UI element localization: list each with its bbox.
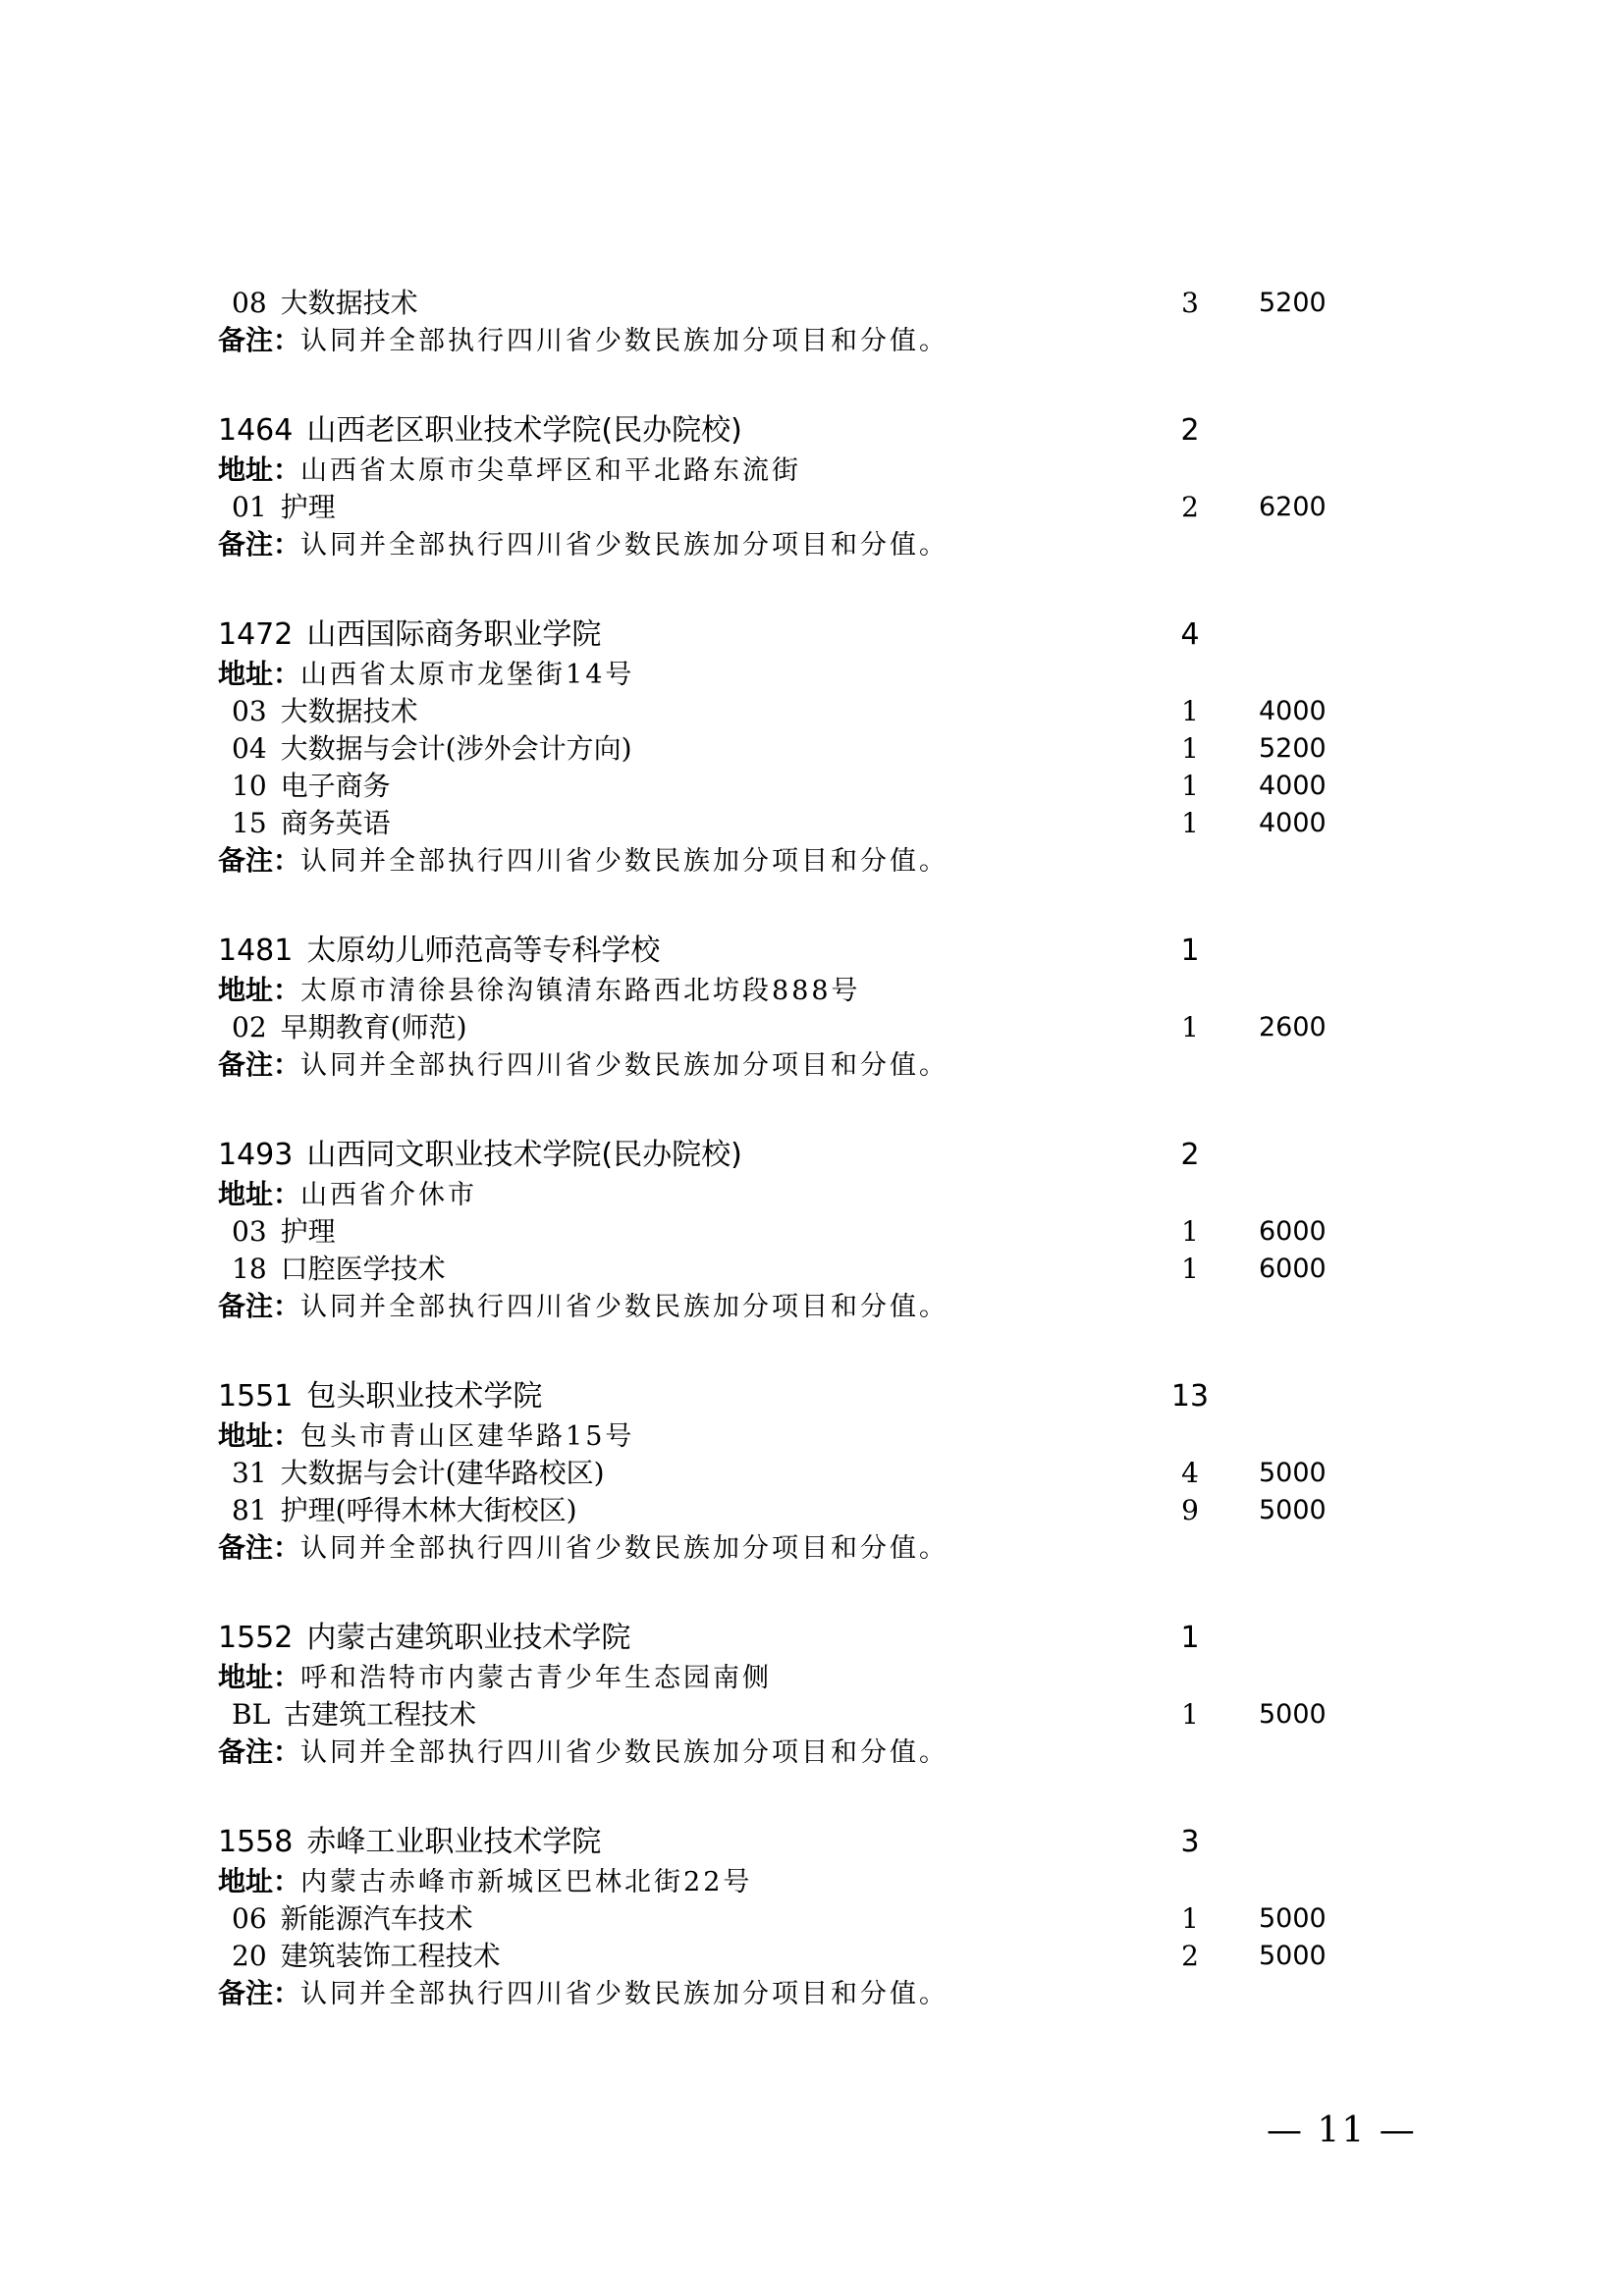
major-tuition: 5200 xyxy=(1259,288,1326,318)
address-text: 山西省太原市龙堡街14号 xyxy=(300,660,635,690)
address-row xyxy=(218,452,1318,489)
note-text: 认同并全部执行四川省少数民族加分项目和分值。 xyxy=(300,1292,949,1322)
address-text: 山西省介休市 xyxy=(300,1180,478,1210)
major-tuition: 5000 xyxy=(1259,1495,1326,1525)
major-name-cell xyxy=(232,1009,467,1046)
school-header xyxy=(218,1135,1318,1176)
major-code: 15 xyxy=(232,807,267,839)
major-plan-count: 1 xyxy=(1181,1215,1199,1248)
major-row xyxy=(218,730,1326,768)
school-title xyxy=(218,1135,742,1176)
major-row xyxy=(218,1938,1326,1975)
school-title xyxy=(218,931,660,972)
major-code: 10 xyxy=(232,770,267,802)
school-title xyxy=(218,1822,601,1863)
school-plan-total: 2 xyxy=(1180,1138,1200,1172)
major-tuition: 2600 xyxy=(1259,1012,1326,1042)
school-code: 1472 xyxy=(218,617,294,652)
major-plan-count: 1 xyxy=(1181,1253,1199,1285)
major-name: 大数据技术 xyxy=(280,695,418,727)
school-code: 1558 xyxy=(218,1825,294,1859)
note xyxy=(218,842,948,884)
major-name-cell xyxy=(232,1251,446,1288)
school-title xyxy=(218,410,742,452)
address-label: 地址： xyxy=(218,1419,301,1452)
school-name: 包头职业技术学院 xyxy=(306,1379,543,1414)
major-plan-count: 1 xyxy=(1181,1902,1199,1935)
note-row xyxy=(218,322,1318,359)
note-label: 备注： xyxy=(218,1977,301,2009)
note-label: 备注： xyxy=(218,1531,301,1564)
block-spacer xyxy=(218,359,1318,410)
major-tuition: 5000 xyxy=(1259,1903,1326,1934)
note xyxy=(218,1288,948,1330)
block-spacer xyxy=(218,880,1318,931)
major-name-cell xyxy=(232,805,391,842)
major-code: 18 xyxy=(232,1253,267,1285)
address-text: 内蒙古赤峰市新城区巴林北街22号 xyxy=(300,1867,753,1897)
note xyxy=(218,1046,948,1089)
major-name: 新能源汽车技术 xyxy=(280,1902,473,1935)
major-name: 大数据与会计(建华路校区) xyxy=(280,1457,605,1489)
block-spacer xyxy=(218,1567,1318,1618)
school-name: 赤峰工业职业技术学院 xyxy=(306,1825,602,1859)
address-text: 山西省太原市尖草坪区和平北路东流街 xyxy=(300,455,802,486)
major-row xyxy=(218,1455,1326,1492)
school-header xyxy=(218,614,1318,656)
note xyxy=(218,322,948,364)
address-label: 地址： xyxy=(218,1661,301,1693)
major-name: 电子商务 xyxy=(280,770,391,802)
major-plan-count: 4 xyxy=(1181,1457,1199,1489)
major-tuition: 6000 xyxy=(1259,1254,1326,1284)
address-row xyxy=(218,1417,1318,1455)
school-code: 1481 xyxy=(218,934,294,968)
address xyxy=(218,1659,772,1701)
note-row xyxy=(218,1046,1318,1084)
major-name-cell xyxy=(232,1900,473,1938)
major-row xyxy=(218,768,1326,805)
major-code: 08 xyxy=(232,287,267,319)
major-tuition: 5200 xyxy=(1259,733,1326,764)
note-text: 认同并全部执行四川省少数民族加分项目和分值。 xyxy=(300,530,949,561)
major-tuition: 4000 xyxy=(1259,771,1326,801)
major-row xyxy=(218,1213,1326,1251)
school-block xyxy=(218,931,1326,1084)
major-name-cell xyxy=(232,1455,605,1492)
major-plan-count: 1 xyxy=(1181,695,1199,727)
major-code: 81 xyxy=(232,1494,267,1526)
address-text: 包头市青山区建华路15号 xyxy=(300,1421,635,1452)
school-block xyxy=(218,1618,1326,1771)
school-block xyxy=(218,614,1326,880)
school-plan-total: 1 xyxy=(1180,934,1200,968)
major-name: 大数据与会计(涉外会计方向) xyxy=(280,732,632,765)
school-block xyxy=(218,1376,1326,1567)
school-list xyxy=(218,285,1326,2012)
major-plan-count: 2 xyxy=(1181,491,1199,523)
address xyxy=(218,452,801,494)
major-code: BL xyxy=(232,1698,271,1731)
continuation-block xyxy=(218,285,1326,359)
school-code: 1464 xyxy=(218,413,294,448)
note xyxy=(218,1734,948,1776)
address xyxy=(218,1417,634,1460)
note-text: 认同并全部执行四川省少数民族加分项目和分值。 xyxy=(300,1737,949,1768)
major-row xyxy=(218,489,1326,526)
address-text: 太原市清徐县徐沟镇清东路西北坊段888号 xyxy=(300,976,861,1006)
note-row xyxy=(218,1734,1318,1771)
major-name-cell xyxy=(232,285,418,322)
major-tuition: 5000 xyxy=(1259,1458,1326,1488)
major-row xyxy=(218,1009,1326,1046)
major-plan-count: 1 xyxy=(1181,807,1199,839)
block-spacer xyxy=(218,1771,1318,1822)
note xyxy=(218,526,948,568)
address-row xyxy=(218,1659,1318,1696)
major-plan-count: 1 xyxy=(1181,732,1199,765)
school-header xyxy=(218,1618,1318,1659)
school-name: 山西同文职业技术学院(民办院校) xyxy=(306,1138,742,1172)
address-row xyxy=(218,972,1318,1009)
major-tuition: 6200 xyxy=(1259,492,1326,522)
school-block xyxy=(218,1135,1326,1325)
school-code: 1551 xyxy=(218,1379,294,1414)
major-row xyxy=(218,285,1326,322)
school-header xyxy=(218,1822,1318,1863)
major-tuition: 6000 xyxy=(1259,1216,1326,1247)
major-plan-count: 2 xyxy=(1181,1940,1199,1972)
school-header xyxy=(218,410,1318,452)
address xyxy=(218,972,861,1014)
note-text: 认同并全部执行四川省少数民族加分项目和分值。 xyxy=(300,1050,949,1081)
major-name-cell xyxy=(232,693,418,730)
major-name-cell xyxy=(232,1213,336,1251)
major-name: 古建筑工程技术 xyxy=(284,1698,477,1731)
major-plan-count: 1 xyxy=(1181,1011,1199,1043)
major-code: 01 xyxy=(232,491,267,523)
address-row xyxy=(218,1863,1318,1900)
major-name-cell xyxy=(232,1938,501,1975)
note-text: 认同并全部执行四川省少数民族加分项目和分值。 xyxy=(300,846,949,877)
note-label: 备注： xyxy=(218,528,301,561)
address-text: 呼和浩特市内蒙古青少年生态园南侧 xyxy=(300,1663,773,1693)
school-header xyxy=(218,1376,1318,1417)
school-plan-total: 3 xyxy=(1180,1825,1200,1859)
major-tuition: 4000 xyxy=(1259,696,1326,726)
note-row xyxy=(218,1288,1318,1325)
major-name: 早期教育(师范) xyxy=(280,1011,467,1043)
major-row xyxy=(218,805,1326,842)
address xyxy=(218,656,634,698)
note-label: 备注： xyxy=(218,844,301,877)
major-plan-count: 3 xyxy=(1181,287,1199,319)
note-text: 认同并全部执行四川省少数民族加分项目和分值。 xyxy=(300,326,949,356)
major-code: 31 xyxy=(232,1457,267,1489)
address-label: 地址： xyxy=(218,454,301,486)
school-name: 太原幼儿师范高等专科学校 xyxy=(306,934,661,968)
major-row xyxy=(218,1900,1326,1938)
note xyxy=(218,1975,948,2017)
major-name: 大数据技术 xyxy=(280,287,418,319)
major-tuition: 5000 xyxy=(1259,1699,1326,1730)
major-name: 护理 xyxy=(280,1215,336,1248)
block-spacer xyxy=(218,563,1318,614)
school-plan-total: 4 xyxy=(1180,617,1200,652)
note-text: 认同并全部执行四川省少数民族加分项目和分值。 xyxy=(300,1533,949,1564)
note-label: 备注： xyxy=(218,1735,301,1768)
note-row xyxy=(218,842,1318,880)
major-name-cell xyxy=(232,768,391,805)
note-label: 备注： xyxy=(218,1290,301,1322)
address-label: 地址： xyxy=(218,1865,301,1897)
major-code: 03 xyxy=(232,695,267,727)
school-name: 内蒙古建筑职业技术学院 xyxy=(306,1621,631,1655)
major-name-cell xyxy=(232,730,632,768)
school-plan-total: 1 xyxy=(1180,1621,1200,1655)
address-row xyxy=(218,656,1318,693)
school-plan-total: 2 xyxy=(1180,413,1200,448)
school-name: 山西老区职业技术学院(民办院校) xyxy=(306,413,742,448)
major-plan-count: 1 xyxy=(1181,1698,1199,1731)
major-name: 建筑装饰工程技术 xyxy=(280,1940,501,1972)
note-row xyxy=(218,526,1318,563)
major-row xyxy=(218,1251,1326,1288)
major-code: 03 xyxy=(232,1215,267,1248)
major-tuition: 4000 xyxy=(1259,808,1326,838)
address-row xyxy=(218,1176,1318,1213)
page-number: — 11 — xyxy=(1267,2110,1417,2151)
major-row xyxy=(218,693,1326,730)
major-name-cell xyxy=(232,1696,476,1734)
note-row xyxy=(218,1529,1318,1567)
school-header xyxy=(218,931,1318,972)
school-block xyxy=(218,410,1326,563)
major-code: 02 xyxy=(232,1011,267,1043)
block-spacer xyxy=(218,1325,1318,1376)
school-title xyxy=(218,1618,630,1659)
address xyxy=(218,1176,477,1218)
note-label: 备注： xyxy=(218,1048,301,1081)
address-label: 地址： xyxy=(218,658,301,690)
major-row xyxy=(218,1696,1326,1734)
major-plan-count: 9 xyxy=(1181,1494,1199,1526)
school-block xyxy=(218,1822,1326,2012)
note xyxy=(218,1529,948,1572)
major-tuition: 5000 xyxy=(1259,1941,1326,1971)
block-spacer xyxy=(218,1084,1318,1135)
school-title xyxy=(218,1376,542,1417)
major-name: 口腔医学技术 xyxy=(280,1253,446,1285)
major-code: 06 xyxy=(232,1902,267,1935)
school-name: 山西国际商务职业学院 xyxy=(306,617,602,652)
school-code: 1552 xyxy=(218,1621,294,1655)
major-name-cell xyxy=(232,1492,577,1529)
major-code: 20 xyxy=(232,1940,267,1972)
major-code: 04 xyxy=(232,732,267,765)
major-row xyxy=(218,1492,1326,1529)
note-text: 认同并全部执行四川省少数民族加分项目和分值。 xyxy=(300,1979,949,2009)
major-name-cell xyxy=(232,489,336,526)
major-plan-count: 1 xyxy=(1181,770,1199,802)
school-code: 1493 xyxy=(218,1138,294,1172)
school-title xyxy=(218,614,601,656)
note-row xyxy=(218,1975,1318,2012)
address xyxy=(218,1863,752,1905)
major-name: 护理 xyxy=(280,491,336,523)
major-name: 商务英语 xyxy=(280,807,391,839)
address-label: 地址： xyxy=(218,1178,301,1210)
major-name: 护理(呼得木林大街校区) xyxy=(280,1494,577,1526)
note-label: 备注： xyxy=(218,324,301,356)
address-label: 地址： xyxy=(218,974,301,1006)
school-plan-total: 13 xyxy=(1170,1379,1210,1414)
